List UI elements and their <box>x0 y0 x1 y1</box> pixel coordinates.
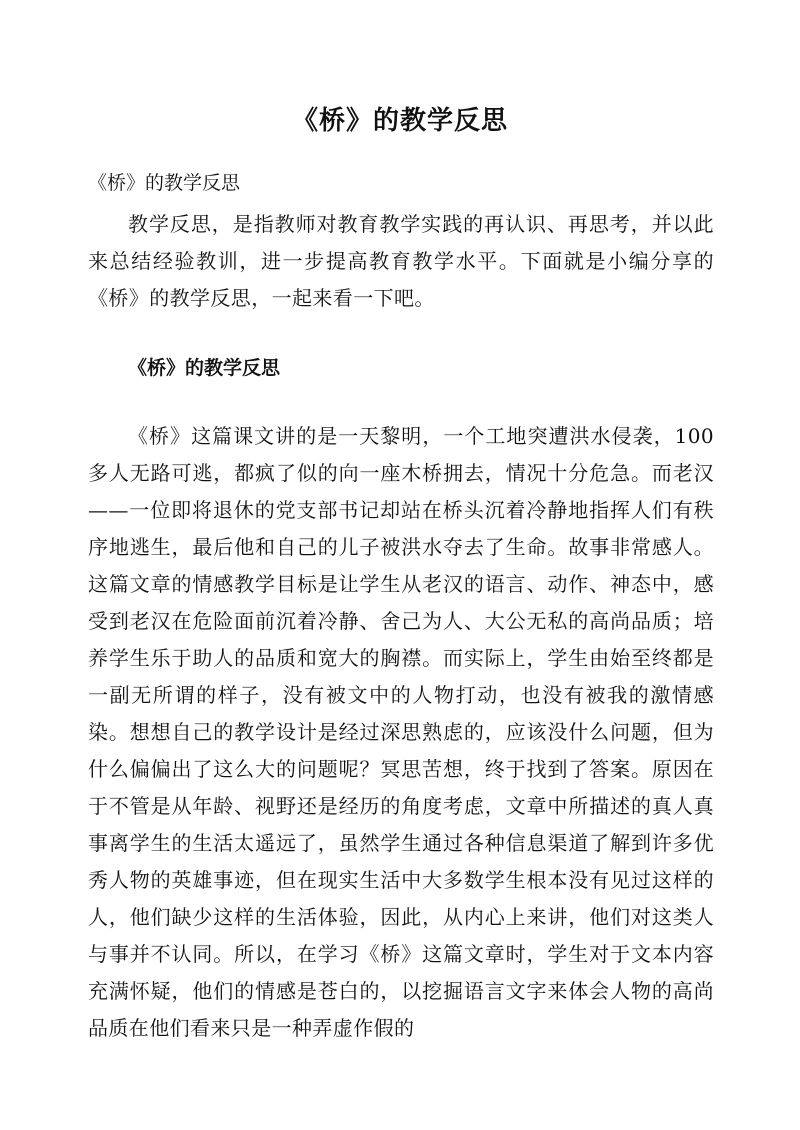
document-subtitle: 《桥》的教学反思 <box>88 172 241 194</box>
document-title: 《桥》的教学反思 <box>291 106 508 136</box>
intro-paragraph: 教学反思，是指教师对教育教学实践的再认识、再思考，并以此来总结经验教训，进一步提高教育教学水平。下面就是小编分享的《桥》的教学反思，一起来看一下吧。 <box>88 212 714 310</box>
section-heading: 《桥》的教学反思 <box>128 357 281 379</box>
body-paragraph: 《桥》这篇课文讲的是一天黎明，一个工地突遭洪水侵袭，100多人无路可逃，都疯了似的向一座木桥拥去，情况十分危急。而老汉——一位即将退休的党支部书记却站在桥头沉着冷静地指挥人们有秩序地逃生，最后他和自己的儿子被洪水夺去了生命。故事非常感人。 这篇文章的情感教学目标是让学生从老汉的语言、动作、神态中，感受到老汉在危险面前沉着冷静、舍己为人、大公无私的高尚品质；培养学生乐于助人的品质和宽大的胸襟。而实际上，学生由始至终都是一副无所谓的样子，没有被文中的人物打动，也没有被我的激情感染。想想自己的教学设计是经过深思熟虑的，应该没什么问题，但为什么偏偏出了这么大的问题呢？冥思苦想，终于找到了答案。原因在于不管是从年龄、视野还是经历的角度考虑，文章中所描述的真人真事离学生的生活太遥远了，虽然学生通过各种信息渠道了解到许多优秀人物的英雄事迹，但在现实生活中大多数学生根本没有见过这样的人，他们缺少这样的生活体验，因此，从内心上来讲，他们对这类人与事并不认同。所以，在学习《桥》这篇文章时，学生对于文本内容充满怀疑，他们的情感是苍白的，以挖掘语言文字来体会人物的高尚品质在他们看来只是一种弄虚作假的 <box>88 424 714 1040</box>
